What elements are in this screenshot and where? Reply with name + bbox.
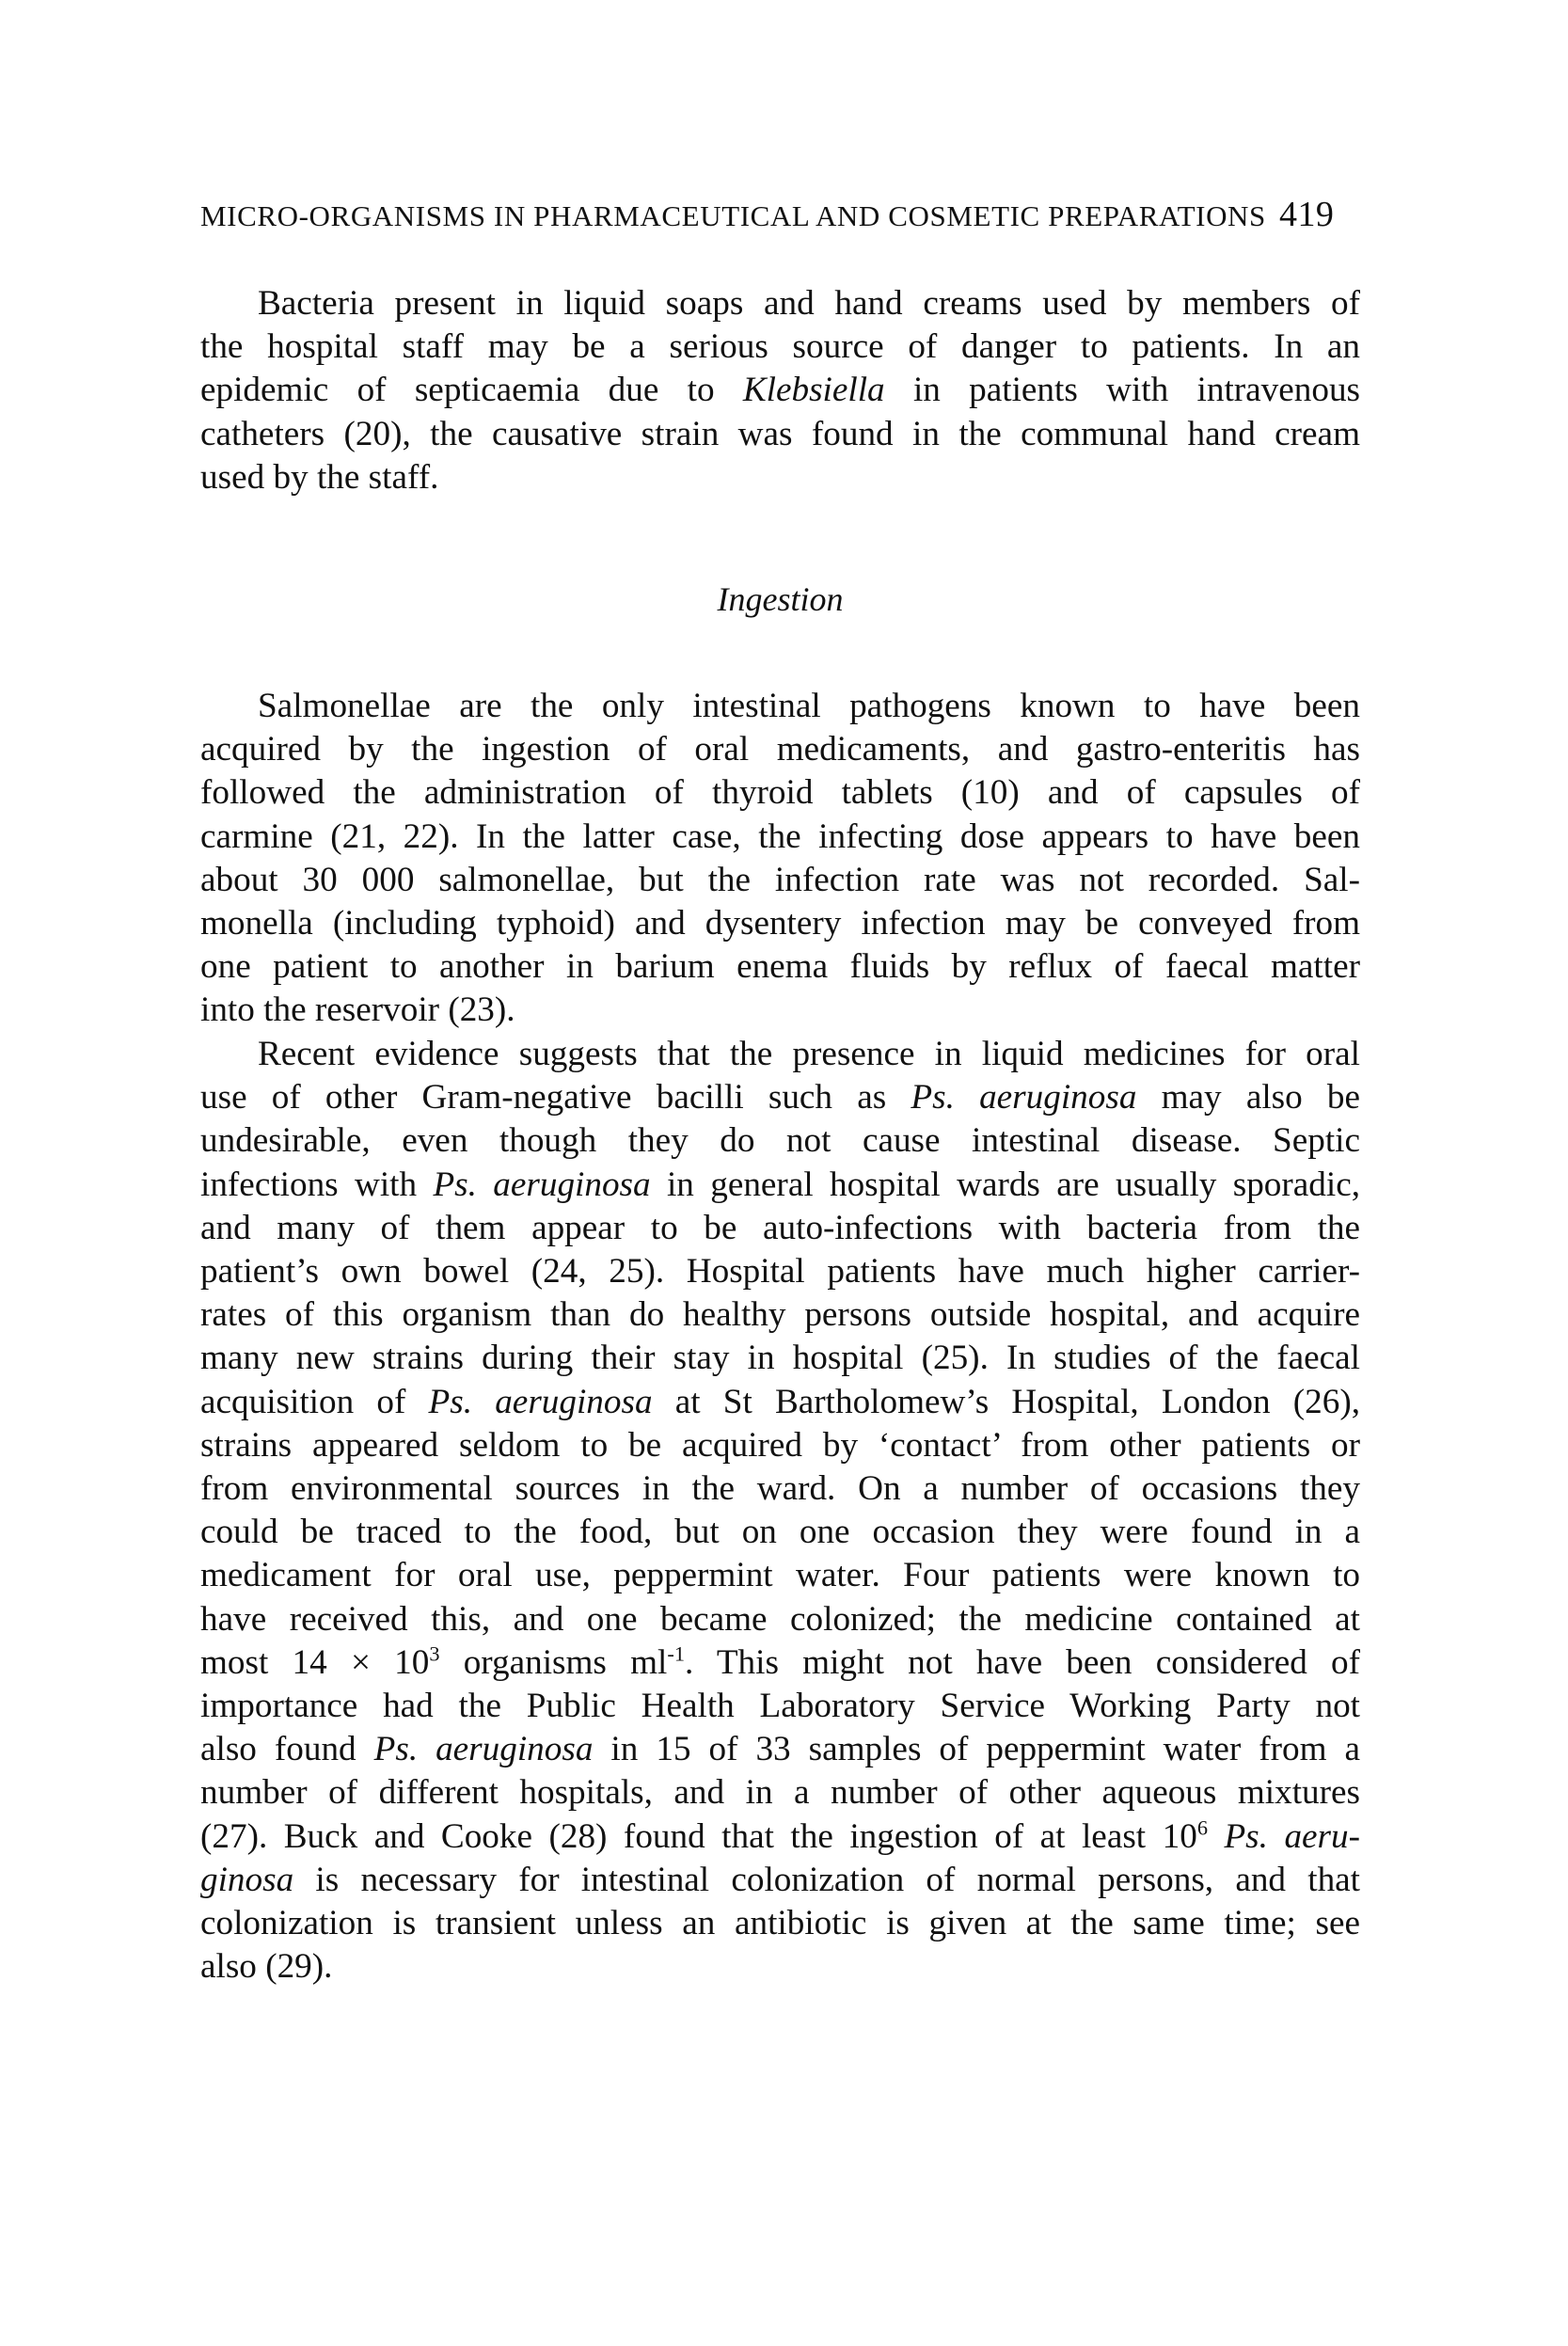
text-line: Bacteria present in liquid soaps and hand creams used by members of bbox=[258, 284, 1360, 323]
paragraph-salmonellae bbox=[200, 685, 1360, 1033]
text-line: used by the staff. bbox=[200, 457, 439, 497]
text-line: infections with Ps. aeruginosa in general hospital wards are usually sporadic, bbox=[200, 1165, 1361, 1204]
paragraph-recent-evidence bbox=[200, 1033, 1360, 1989]
section-heading: Ingestion bbox=[717, 580, 844, 618]
text-line: from environmental sources in the ward. On a number of occasions they bbox=[200, 1469, 1360, 1509]
text-line: one patient to another in barium enema fluids by reflux of faecal matter bbox=[200, 947, 1360, 987]
text-line: many new strains during their stay in hospital (25). In studies of the faecal bbox=[200, 1339, 1360, 1378]
organism-name: Klebsiella bbox=[742, 371, 885, 410]
organism-name: Ps. aeruginosa bbox=[433, 1165, 651, 1204]
text-line: epidemic of septicaemia due to Klebsiella in patients with intravenous bbox=[200, 371, 1361, 410]
organism-name: Ps. aeruginosa bbox=[428, 1382, 653, 1421]
text-line: number of different hospitals, and in a number of other aqueous mixtures bbox=[200, 1773, 1360, 1813]
text-line: have received this, and one became colonized; the medicine contained at bbox=[200, 1599, 1360, 1639]
text-line: medicament for oral use, peppermint water. Four patients were known to bbox=[200, 1556, 1360, 1595]
text-line: could be traced to the food, but on one occasion they were found in a bbox=[200, 1513, 1360, 1552]
organism-name: Ps. aeruginosa bbox=[373, 1730, 594, 1769]
text-line: rates of this organism than do healthy persons outside hospital, and acquire bbox=[200, 1295, 1360, 1335]
paragraph-hand-creams bbox=[200, 282, 1360, 499]
text-line: patient’s own bowel (24, 25). Hospital patients have much higher carrier- bbox=[200, 1252, 1360, 1292]
text-line: colonization is transient unless an antibiotic is given at the same time; see bbox=[200, 1904, 1360, 1943]
organism-name: Ps. aeruginosa bbox=[911, 1078, 1137, 1118]
text-line: importance had the Public Health Laboratory Service Working Party not bbox=[200, 1687, 1360, 1726]
text-line: into the reservoir (23). bbox=[200, 991, 515, 1030]
running-head-title: MICRO-ORGANISMS IN PHARMACEUTICAL AND COSMETIC PREPARATIONS bbox=[200, 199, 1266, 232]
text-line: about 30 000 salmonellae, but the infection rate was not recorded. Sal- bbox=[200, 860, 1360, 899]
organism-name: ginosa bbox=[200, 1860, 294, 1899]
text-line: also found Ps. aeruginosa in 15 of 33 samples of peppermint water from a bbox=[200, 1730, 1361, 1769]
text-line: monella (including typhoid) and dysentery infection may be conveyed from bbox=[200, 904, 1360, 943]
text-line: carmine (21, 22). In the latter case, the infecting dose appears to have been bbox=[200, 816, 1360, 856]
text-line: most $14 \times 10^3$ organisms $ml^{-1}$. This might not have been considered of bbox=[200, 1641, 1360, 1682]
running-head bbox=[200, 196, 1367, 235]
page-number: 419 bbox=[1279, 195, 1335, 234]
text-line: (27). Buck and Cooke (28) found that the ingestion of at least $10^6$ Ps. aeru- bbox=[200, 1815, 1360, 1856]
text-line: acquisition of Ps. aeruginosa at St Bartholomew’s Hospital, London (26), bbox=[200, 1382, 1360, 1421]
text-line: undesirable, even though they do not cause intestinal disease. Septic bbox=[200, 1121, 1360, 1161]
text-line: and many of them appear to be auto-infections with bacteria from the bbox=[200, 1208, 1360, 1247]
text-line: also (29). bbox=[200, 1947, 333, 1987]
text-line: followed the administration of thyroid tablets (10) and of capsules of bbox=[200, 773, 1360, 813]
text-line: Recent evidence suggests that the presence in liquid medicines for oral bbox=[258, 1035, 1360, 1073]
text-line: strains appeared seldom to be acquired by ‘contact’ from other patients or bbox=[200, 1425, 1360, 1465]
text-line: use of other Gram-negative bacilli such as Ps. aeruginosa may also be bbox=[200, 1078, 1361, 1118]
text-line: ginosa is necessary for intestinal colonization of normal persons, and that bbox=[200, 1860, 1360, 1899]
organism-name: Ps. aeru- bbox=[1224, 1816, 1360, 1856]
text-line: catheters (20), the causative strain was found in the communal hand cream bbox=[200, 414, 1360, 453]
text-line: Salmonellae are the only intestinal pathogens known to have been bbox=[258, 687, 1360, 725]
text-line: acquired by the ingestion of oral medicaments, and gastro-enteritis has bbox=[200, 730, 1360, 769]
text-line: the hospital staff may be a serious source of danger to patients. In an bbox=[200, 327, 1360, 367]
